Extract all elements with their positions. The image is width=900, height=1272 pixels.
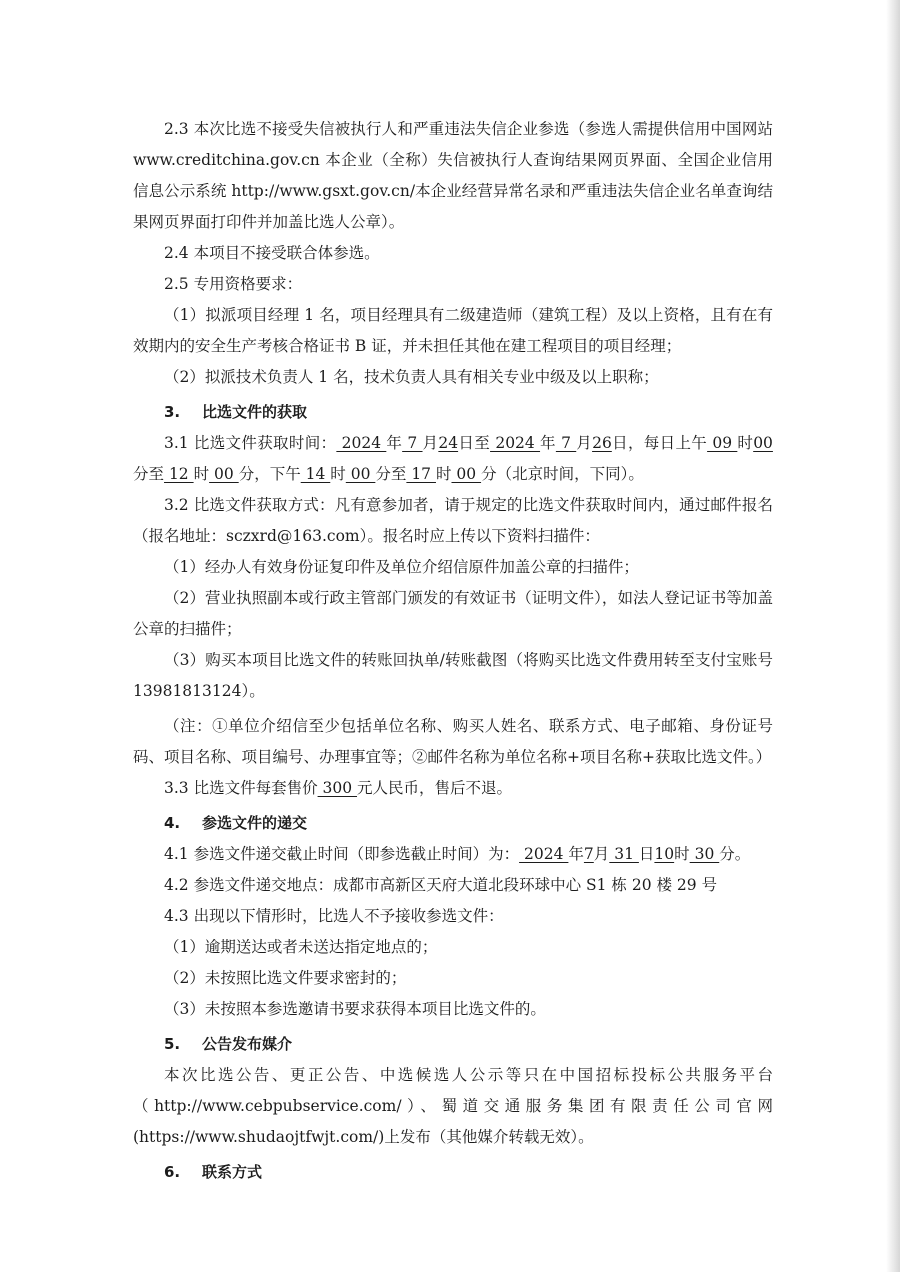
section-4-heading bbox=[133, 808, 773, 839]
clause-2-5-item-1: （1）拟派项目经理 1 名，项目经理具有二级建造师（建筑工程）及以上资格，且有在有效期内的安全生产考核合格证书 B 证，并未担任其他在建工程项目的项目经理； bbox=[133, 306, 773, 355]
am-start-hour: 09 bbox=[707, 434, 738, 452]
clause-3-3: 3.3 比选文件每套售价 300 元人民币，售后不退。 bbox=[164, 779, 513, 797]
document-page bbox=[133, 114, 773, 1188]
am-end-minute: 00 bbox=[209, 465, 239, 483]
clause-3-1: 3.1 比选文件获取时间： 2024 年 7 月24日至 2024 年 7 月26日，每日上午 09 时00分至 12 时 00 分，下午 14 时 00 分至 17 时 00 分（北京时间，下同）。 bbox=[133, 434, 773, 483]
section-5-title: 公告发布媒介 bbox=[202, 1035, 293, 1053]
section-4-title: 参选文件的递交 bbox=[202, 814, 308, 832]
clause-4-3: 4.3 出现以下情形时，比选人不予接收参选文件： bbox=[164, 907, 504, 925]
section-3-number: 3. bbox=[164, 403, 181, 421]
clause-3-2-item-2: （2）营业执照副本或行政主管部门颁发的有效证书（证明文件），如法人登记证书等加盖公章的扫描件； bbox=[133, 589, 773, 638]
clause-2-5-title: 2.5 专用资格要求： bbox=[164, 275, 303, 293]
clause-4-2: 4.2 参选文件递交地点：成都市高新区天府大道北段环球中心 S1 栋 20 楼 29 号 bbox=[164, 876, 718, 894]
end-day: 26 bbox=[592, 434, 612, 452]
clause-3-2-note: （注：①单位介绍信至少包括单位名称、购买人姓名、联系方式、电子邮箱、身份证号码、项目名称、项目编号、办理事宜等；②邮件名称为单位名称+项目名称+获取比选文件。） bbox=[133, 717, 773, 766]
deadline-year: 2024 bbox=[519, 845, 569, 863]
clause-4-3-item-3: （3）未按照本参选邀请书要求获得本项目比选文件的。 bbox=[164, 1000, 546, 1018]
section-5-number: 5. bbox=[164, 1035, 181, 1053]
section-6-heading bbox=[133, 1157, 773, 1188]
end-year: 2024 bbox=[490, 434, 541, 452]
pm-start-hour: 14 bbox=[300, 465, 331, 483]
start-year: 2024 bbox=[336, 434, 387, 452]
clause-3-2-item-1: （1）经办人有效身份证复印件及单位介绍信原件加盖公章的扫描件； bbox=[164, 558, 639, 576]
clause-4-1: 4.1 参选文件递交截止时间（即参选截止时间）为： 2024 年7月 31 日10时 30 分。 bbox=[164, 845, 751, 863]
am-end-hour: 12 bbox=[164, 465, 194, 483]
pm-start-minute: 00 bbox=[345, 465, 376, 483]
clause-3-2-item-3: （3）购买本项目比选文件的转账回执单/转账截图（将购买比选文件费用转至支付宝账号 13981813124）。 bbox=[133, 651, 773, 700]
clause-2-3: 2.3 本次比选不接受失信被执行人和严重违法失信企业参选（参选人需提供信用中国网站 www.creditchina.gov.cn 本企业（全称）失信被执行人查询结果网页界面、全国企业信用信息公示系统 http://www.gsxt.gov.cn/本企业经营异常名录和严重违法失信企业名单查询结果网页界面打印件并加盖比选人公章）。 bbox=[133, 120, 773, 231]
am-start-minute: 00 bbox=[753, 434, 773, 452]
scan-edge bbox=[886, 0, 900, 1272]
section-6-title: 联系方式 bbox=[202, 1163, 263, 1181]
section-6-number: 6. bbox=[164, 1163, 181, 1181]
deadline-month: 7 bbox=[583, 845, 594, 863]
section-5-heading bbox=[133, 1029, 773, 1060]
section-3-title: 比选文件的获取 bbox=[202, 403, 308, 421]
deadline-day: 31 bbox=[609, 845, 639, 863]
clause-5-body: 本次比选公告、更正公告、中选候选人公示等只在中国招标投标公共服务平台（http://www.cebpubservice.com/）、蜀道交通服务集团有限责任公司官网(https://www.shudaojtfwjt.com/)上发布（其他媒介转载无效）。 bbox=[133, 1066, 773, 1146]
pm-end-hour: 17 bbox=[406, 465, 436, 483]
price-value: 300 bbox=[317, 779, 358, 797]
start-day: 24 bbox=[438, 434, 459, 452]
deadline-minute: 30 bbox=[689, 845, 720, 863]
clause-2-4: 2.4 本项目不接受联合体参选。 bbox=[164, 244, 380, 262]
clause-2-5-item-2: （2）拟派技术负责人 1 名，技术负责人具有相关专业中级及以上职称； bbox=[164, 368, 659, 386]
clause-4-3-item-1: （1）逾期送达或者未送达指定地点的； bbox=[164, 938, 438, 956]
pm-end-minute: 00 bbox=[451, 465, 482, 483]
clause-3-2: 3.2 比选文件获取方式：凡有意参加者，请于规定的比选文件获取时间内，通过邮件报名（报名地址：sczxrd@163.com）。报名时应上传以下资料扫描件： bbox=[133, 496, 773, 545]
end-month: 7 bbox=[555, 434, 577, 452]
deadline-hour: 10 bbox=[654, 845, 675, 863]
section-3-heading bbox=[133, 397, 773, 428]
start-month: 7 bbox=[402, 434, 423, 452]
section-4-number: 4. bbox=[164, 814, 181, 832]
clause-4-3-item-2: （2）未按照比选文件要求密封的； bbox=[164, 969, 407, 987]
